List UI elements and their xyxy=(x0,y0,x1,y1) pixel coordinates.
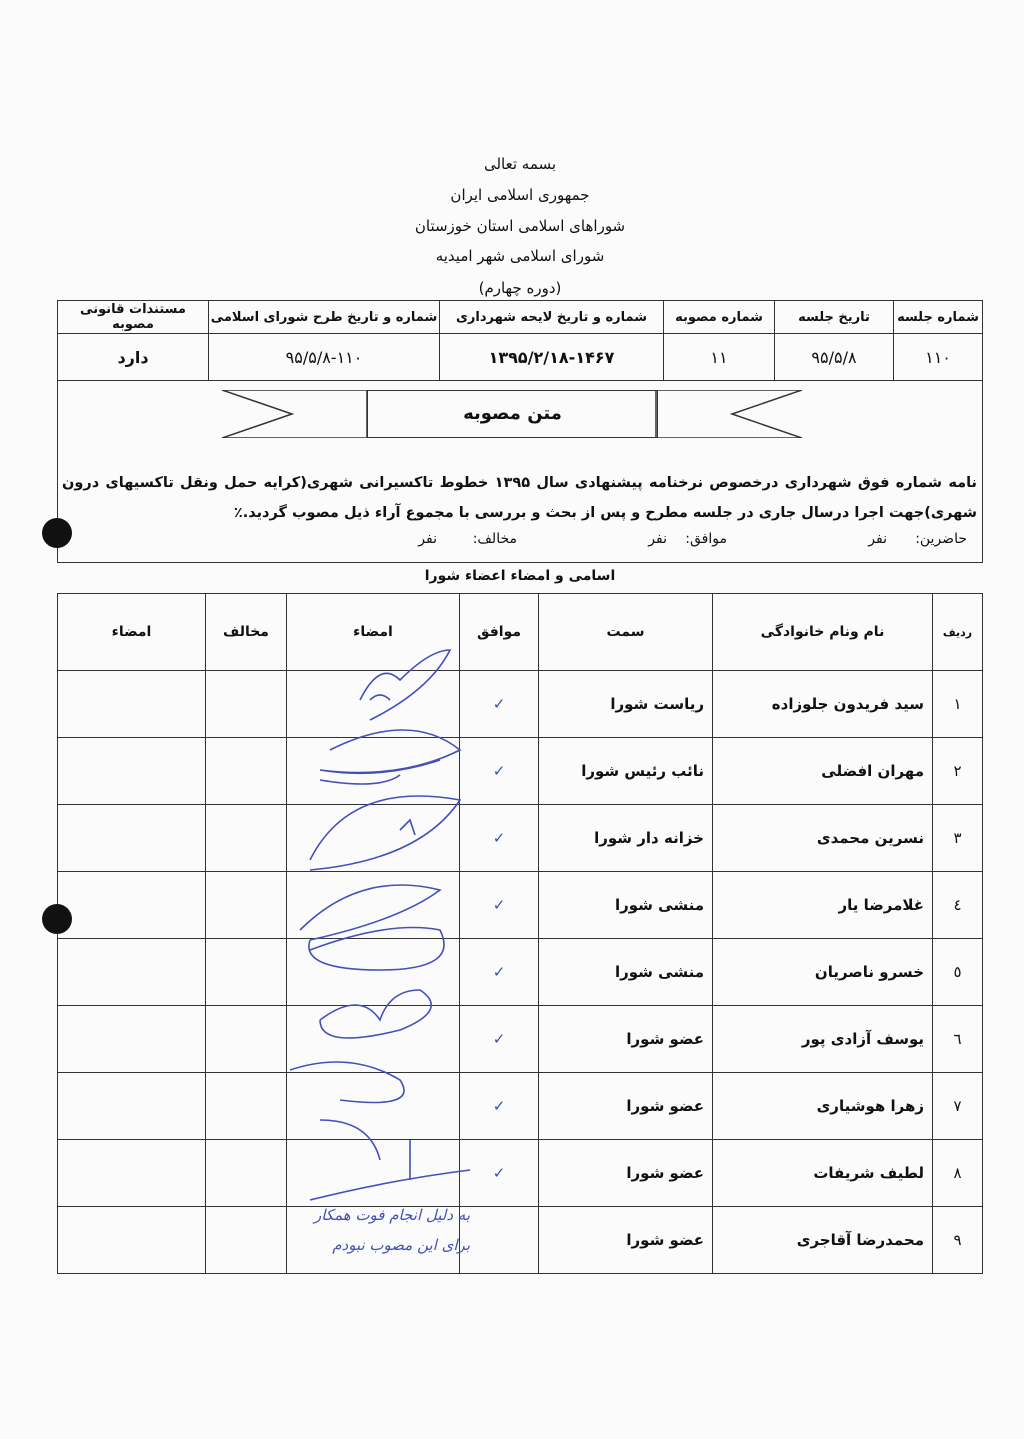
oppose-cell xyxy=(206,872,287,939)
present-label: حاضرین: xyxy=(915,531,967,547)
session-date: ۹۵/۵/۸ xyxy=(775,334,894,381)
agree-check: ✓ xyxy=(460,1073,539,1140)
agree-check: ✓ xyxy=(460,671,539,738)
member-name: خسرو ناصریان xyxy=(713,939,933,1006)
oppose-cell xyxy=(206,1207,287,1274)
svg-text:برای این مصوب نبودم: برای این مصوب نبودم xyxy=(332,1236,470,1254)
punch-hole xyxy=(42,904,72,934)
table-row xyxy=(58,738,983,805)
row-number: ۲ xyxy=(933,738,983,805)
member-name: مهران افضلی xyxy=(713,738,933,805)
resolution-text: نامه شماره فوق شهرداری درخصوص نرخنامه پیشنهادی سال ۱۳۹۵ خطوط تاکسیرانی شهری(کرایه حمل ونقل تاکسیهای درون شهری)جهت اجرا درسال جاری در جلسه مطرح و پس از بحث و بررسی با مجموع آراء ذیل مصوب گردید.٪ xyxy=(62,475,977,521)
col-header: شماره و تاریخ لایحه شهرداری xyxy=(440,301,664,334)
signature-cell xyxy=(58,805,206,872)
member-name: یوسف آزادی پور xyxy=(713,1006,933,1073)
row-number: ۷ xyxy=(933,1073,983,1140)
oppose-cell xyxy=(206,738,287,805)
member-name: غلامرضا یار xyxy=(713,872,933,939)
row-number: ۸ xyxy=(933,1140,983,1207)
table-row xyxy=(58,1140,983,1207)
row-number: ٦ xyxy=(933,1006,983,1073)
table-row xyxy=(58,671,983,738)
header-line: جمهوری اسلامی ایران xyxy=(450,186,590,204)
resolution-number: ۱۱ xyxy=(664,334,775,381)
oppose-cell xyxy=(206,1006,287,1073)
agree-check: ✓ xyxy=(460,1006,539,1073)
agree-check: ✓ xyxy=(460,939,539,1006)
member-name: محمدرضا آقاجری xyxy=(713,1207,933,1274)
col-header: امضاء xyxy=(287,594,460,671)
members-table xyxy=(57,593,983,1274)
member-name: لطیف شریفات xyxy=(713,1140,933,1207)
col-header: شماره مصوبه xyxy=(664,301,775,334)
oppose-cell xyxy=(206,671,287,738)
oppose-cell xyxy=(206,939,287,1006)
plan-number-date: ۹۵/۵/۸-۱۱۰ xyxy=(209,334,440,381)
col-header: مستندات قانونی مصوبه xyxy=(58,301,209,334)
col-header: شماره جلسه xyxy=(894,301,983,334)
member-role: نائب رئیس شورا xyxy=(539,738,713,805)
header-line: شورای اسلامی شهر امیدیه xyxy=(435,247,605,265)
row-number: ٥ xyxy=(933,939,983,1006)
member-role: خزانه دار شورا xyxy=(539,805,713,872)
table-row xyxy=(58,1073,983,1140)
member-role: عضو شورا xyxy=(539,1207,713,1274)
agree-check: ✓ xyxy=(460,805,539,872)
members-title: اسامی و امضاء اعضاء شورا xyxy=(424,568,616,584)
bill-number-date: ۱۳۹۵/۲/۱۸-۱۴۶۷ xyxy=(440,334,664,381)
signature-cell xyxy=(58,738,206,805)
oppose-unit: نفر xyxy=(418,531,437,547)
header-line: بسمه تعالی xyxy=(483,155,557,173)
agree-check: ✓ xyxy=(460,872,539,939)
table-row xyxy=(58,1006,983,1073)
header-line: (دوره چهارم) xyxy=(478,279,562,297)
member-role: عضو شورا xyxy=(539,1006,713,1073)
signature-cell xyxy=(58,1140,206,1207)
agree-check: ✓ xyxy=(460,738,539,805)
col-header: نام ونام خانوادگی xyxy=(713,594,933,671)
handwritten-note xyxy=(290,1195,480,1265)
signature-cell xyxy=(58,1006,206,1073)
row-number: ۹ xyxy=(933,1207,983,1274)
col-header: تاریخ جلسه xyxy=(775,301,894,334)
present-unit: نفر xyxy=(868,531,887,547)
signature-cell xyxy=(58,1207,206,1274)
member-role: عضو شورا xyxy=(539,1140,713,1207)
signature-cell xyxy=(58,1073,206,1140)
oppose-cell xyxy=(206,805,287,872)
member-name: سید فریدون جلوزاده xyxy=(713,671,933,738)
signature-cell xyxy=(58,872,206,939)
col-header: مخالف xyxy=(206,594,287,671)
agree-label: موافق: xyxy=(685,531,727,547)
col-header: موافق xyxy=(460,594,539,671)
oppose-cell xyxy=(206,1140,287,1207)
table-row xyxy=(58,872,983,939)
member-role: عضو شورا xyxy=(539,1073,713,1140)
signature-cell xyxy=(58,671,206,738)
punch-hole xyxy=(42,518,72,548)
signature-cell xyxy=(58,939,206,1006)
row-number: ۱ xyxy=(933,671,983,738)
session-number: ۱۱۰ xyxy=(894,334,983,381)
member-role: منشی شورا xyxy=(539,939,713,1006)
table-row xyxy=(58,805,983,872)
member-role: ریاست شورا xyxy=(539,671,713,738)
oppose-label: مخالف: xyxy=(472,531,517,547)
table-row xyxy=(58,1207,983,1274)
resolution-title: متن مصوبه xyxy=(367,390,658,438)
legal-documents: دارد xyxy=(58,334,209,381)
member-name: زهرا هوشیاری xyxy=(713,1073,933,1140)
header-line: شوراهای اسلامی استان خوزستان xyxy=(414,217,626,235)
agree-unit: نفر xyxy=(648,531,667,547)
info-table xyxy=(57,300,983,381)
member-role: منشی شورا xyxy=(539,872,713,939)
col-header: شماره و تاریخ طرح شورای اسلامی xyxy=(209,301,440,334)
col-header: سمت xyxy=(539,594,713,671)
oppose-cell xyxy=(206,1073,287,1140)
member-name: نسرین محمدی xyxy=(713,805,933,872)
col-header: امضاء xyxy=(58,594,206,671)
handwritten-signatures xyxy=(290,640,490,1240)
row-number: ۳ xyxy=(933,805,983,872)
row-number: ٤ xyxy=(933,872,983,939)
col-header: ردیف xyxy=(933,594,983,671)
svg-text:به دلیل انجام فوت همکار: به دلیل انجام فوت همکار xyxy=(313,1206,470,1224)
table-row xyxy=(58,939,983,1006)
agree-check: ✓ xyxy=(460,1140,539,1207)
